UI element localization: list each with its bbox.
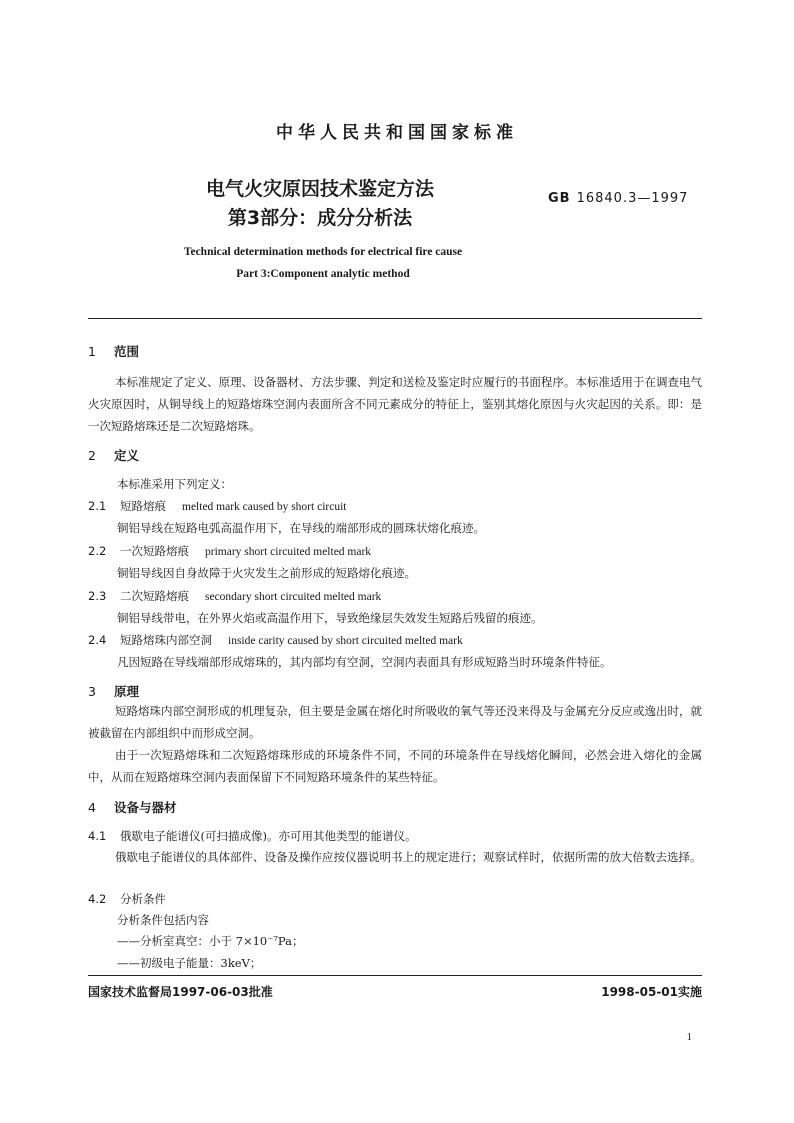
- national-standard-heading: 中华人民共和国国家标准: [276, 123, 518, 143]
- item-text: 俄歇电子能谱仪(可扫描成像)。亦可用其他类型的能谱仪。: [120, 829, 417, 843]
- effective-date: 1998-05-01实施: [601, 985, 702, 999]
- definition-2-3: [88, 588, 381, 604]
- item-4-2: [88, 891, 166, 907]
- section-3-title: 原理: [114, 684, 140, 699]
- english-title-line-1: Technical determination methods for electrical fire cause: [183, 246, 463, 258]
- section-3-paragraph-1: 短路熔珠内部空洞形成的机理复杂，但主要是金属在熔化时所吸收的氧气等还没来得及与金属充分反应或逸出时，就被截留在内部组织中而形成空洞。: [88, 704, 702, 740]
- item-4-1-paragraph: 俄歇电子能谱仪的具体部件、设备及操作应按仪器说明书上的规定进行；观察试样时，依据所需的放大倍数去选择。: [115, 850, 702, 864]
- definition-number: 2.3: [88, 589, 107, 603]
- section-3-paragraph-2: 由于一次短路熔珠和二次短路熔珠形成的环境条件不同，不同的环境条件在导线熔化瞬间，必然会进入熔化的金属中，从而在短路熔珠空洞内表面保留下不同短路环境条件的某些特征。: [88, 748, 702, 784]
- definition-2-2-desc: 铜铝导线因自身故障于火灾发生之前形成的短路熔化痕迹。: [117, 566, 416, 580]
- standard-prefix: GB: [548, 191, 571, 206]
- definition-2-3-desc: 铜铝导线带电，在外界火焰或高温作用下，导致绝缘层失效发生短路后残留的痕迹。: [117, 611, 543, 625]
- section-1-title: 范围: [114, 344, 140, 359]
- definition-term: 一次短路熔痕: [120, 544, 189, 558]
- section-3-number: 3: [88, 684, 96, 699]
- definition-2-2: [88, 543, 371, 559]
- definition-2-1: [88, 498, 346, 514]
- footer-divider: [88, 975, 702, 976]
- item-4-2-intro: 分析条件包括内容: [117, 913, 209, 927]
- section-3-heading: [88, 682, 139, 700]
- item-title: 分析条件: [120, 892, 166, 906]
- definition-2-4: [88, 632, 463, 648]
- definition-english: inside carity caused by short circuited melted mark: [228, 635, 463, 647]
- section-4-number: 4: [88, 800, 96, 815]
- section-1-paragraph: 本标准规定了定义、原理、设备器材、方法步骤、判定和送检及鉴定时应履行的书面程序。本标准适用于在调查电气火灾原因时，从铜导线上的短路熔珠空洞内表面所含不同元素成分的特征上，鉴别其熔化原因与火灾起因的关系。即：是一次短路熔珠还是二次短路熔珠。: [88, 375, 702, 433]
- item-number: 4.2: [88, 892, 107, 906]
- item-4-2-list-2: ——初级电子能量：3keV；: [117, 956, 262, 970]
- definition-term: 短路熔珠内部空洞: [120, 633, 212, 647]
- title-line-1: 电气火灾原因技术鉴定方法: [205, 178, 434, 200]
- item-number: 4.1: [88, 829, 107, 843]
- approval-date: 国家技术监督局1997-06-03批准: [88, 985, 273, 999]
- title-line-2: 第3部分：成分分析法: [227, 207, 413, 229]
- definition-number: 2.2: [88, 544, 107, 558]
- item-4-1: [88, 828, 416, 844]
- item-4-2-list-1: ——分析室真空：小于 7×10⁻⁷Pa；: [117, 934, 304, 948]
- english-title-line-2: Part 3:Component analytic method: [236, 268, 410, 280]
- definition-2-4-desc: 凡因短路在导线端部形成熔珠的，其内部均有空洞，空洞内表面具有形成短路当时环境条件特征。: [117, 655, 612, 669]
- definition-number: 2.4: [88, 633, 107, 647]
- section-2-intro: 本标准采用下列定义：: [117, 477, 232, 491]
- definition-2-1-desc: 铜铝导线在短路电弧高温作用下，在导线的端部形成的圆珠状熔化痕迹。: [117, 521, 485, 535]
- section-2-title: 定义: [114, 448, 140, 463]
- definition-english: primary short circuited melted mark: [205, 546, 372, 558]
- definition-term: 短路熔痕: [120, 499, 166, 513]
- standard-code: 16840.3—1997: [576, 191, 689, 206]
- header-divider: [88, 318, 702, 319]
- section-1-number: 1: [88, 344, 96, 359]
- section-1-heading: [88, 342, 139, 360]
- definition-number: 2.1: [88, 499, 107, 513]
- page-number: 1: [686, 1031, 692, 1043]
- standard-number: [548, 191, 688, 206]
- section-2-heading: [88, 446, 139, 464]
- definition-english: secondary short circuited melted mark: [205, 591, 382, 603]
- section-4-heading: [88, 798, 177, 816]
- section-4-title: 设备与器材: [114, 800, 177, 815]
- section-2-number: 2: [88, 448, 96, 463]
- definition-english: melted mark caused by short circuit: [182, 501, 347, 513]
- definition-term: 二次短路熔痕: [120, 589, 189, 603]
